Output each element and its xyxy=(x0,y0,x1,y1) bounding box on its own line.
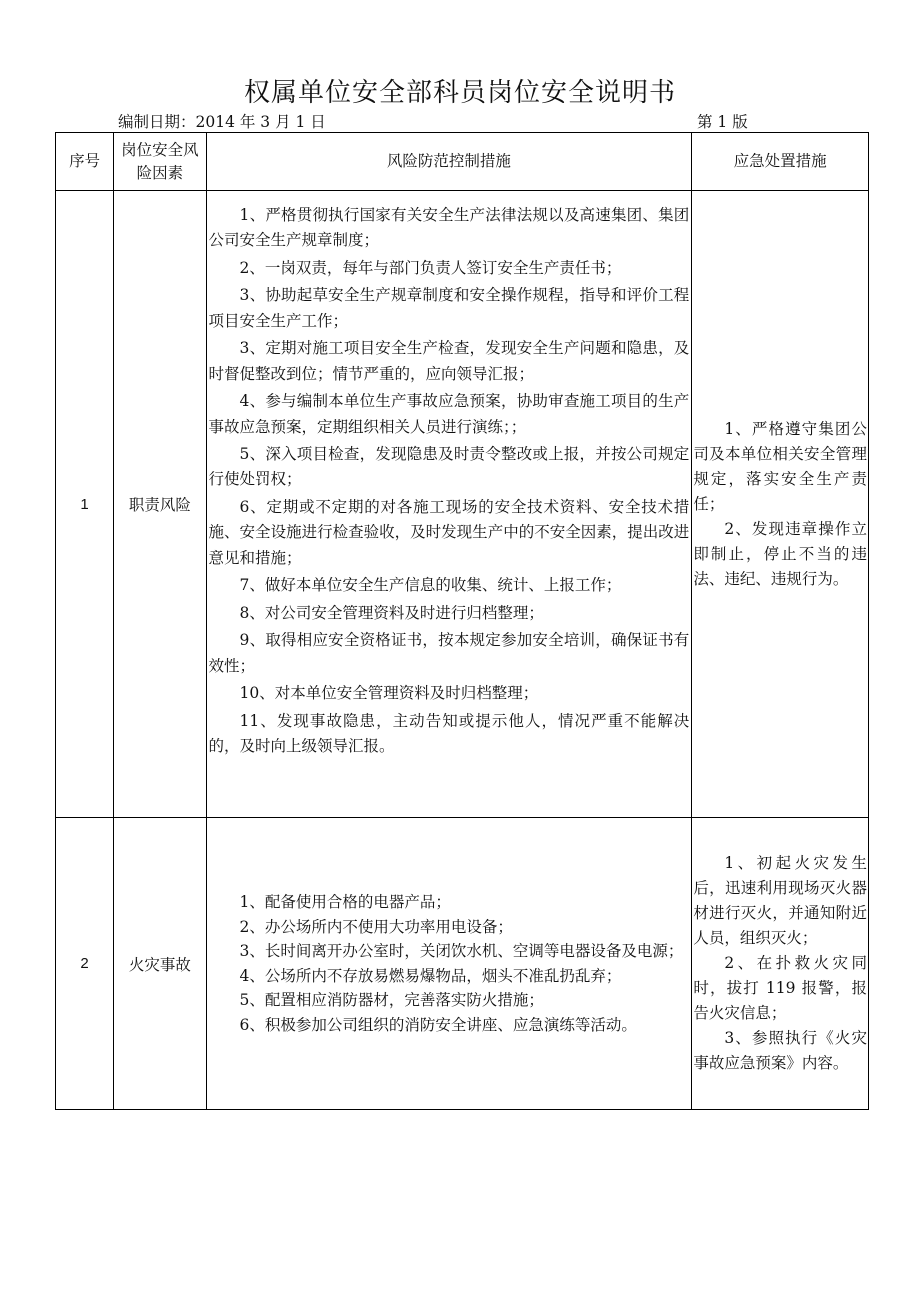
control-measures xyxy=(206,191,692,818)
control-measures xyxy=(206,818,692,1110)
measure-item: 4、参与编制本单位生产事故应急预案，协助审查施工项目的生产事故应急预案，定期组织相关人员进行演练；； xyxy=(208,392,690,436)
measure-item: 7、做好本单位安全生产信息的收集、统计、上报工作； xyxy=(239,576,622,595)
measure-item: 3、长时间离开办公室时，关闭饮水机、空调等电器设备及电源； xyxy=(239,942,684,960)
row-number: 1 xyxy=(56,191,114,818)
safety-description-table xyxy=(55,132,869,1110)
measure-item: 5、配置相应消防器材，完善落实防火措施； xyxy=(239,991,544,1009)
measure-item: 2、一岗双责，每年与部门负责人签订安全生产责任书； xyxy=(239,258,622,277)
header-control-measures: 风险防范控制措施 xyxy=(206,133,692,191)
document-title: 权属单位安全部科员岗位安全说明书 xyxy=(243,78,676,108)
emergency-item: 1、初起火灾发生后，迅速利用现场灭火器材进行灭火，并通知附近人员，组织灭火； xyxy=(693,854,867,947)
compile-date: 编制日期：2014 年 3 月 1 日 xyxy=(118,113,326,131)
table-row xyxy=(56,191,869,818)
row-number: 2 xyxy=(56,818,114,1110)
measure-item: 11、发现事故隐患，主动告知或提示他人，情况严重不能解决的，及时向上级领导汇报。 xyxy=(208,711,690,756)
measure-item: 8、对公司安全管理资料及时进行归档整理； xyxy=(239,603,544,622)
measure-item: 2、办公场所内不使用大功率用电设备； xyxy=(239,917,513,936)
emergency-item: 2、在扑救火灾同时，拔打 119 报警，报告火灾信息； xyxy=(693,954,867,1022)
emergency-item: 1、严格遵守集团公司及本单位相关安全管理规定，落实安全生产责任； xyxy=(693,419,867,513)
table-header-row xyxy=(56,133,869,191)
measure-item: 1、严格贯彻执行国家有关安全生产法律法规以及高速集团、集团公司安全生产规章制度； xyxy=(208,206,690,250)
measure-item: 5、深入项目检查，发现隐患及时责令整改或上报，并按公司规定行使处罚权； xyxy=(208,445,690,489)
measure-item: 3、协助起草安全生产规章制度和安全操作规程，指导和评价工程项目安全生产工作； xyxy=(208,286,690,330)
measure-item: 10、对本单位安全管理资料及时归档整理； xyxy=(239,684,539,703)
emergency-item: 2、发现违章操作立即制止，停止不当的违法、违纪、违规行为。 xyxy=(693,519,867,588)
measure-item: 4、公场所内不存放易燃易爆物品，烟头不准乱扔乱弃； xyxy=(239,966,622,985)
risk-factor: 职责风险 xyxy=(114,191,206,818)
header-emergency-measures: 应急处置措施 xyxy=(692,133,869,191)
emergency-measures xyxy=(692,818,869,1110)
edition-label: 第 1 版 xyxy=(697,113,748,131)
header-no: 序号 xyxy=(56,133,114,191)
measure-item: 6、积极参加公司组织的消防安全讲座、应急演练等活动。 xyxy=(239,1015,637,1034)
measure-item: 1、配备使用合格的电器产品； xyxy=(239,893,451,911)
table-row xyxy=(56,818,869,1110)
header-risk-factor: 岗位安全风险因素 xyxy=(114,133,206,191)
risk-factor: 火灾事故 xyxy=(114,818,206,1110)
measure-item: 9、取得相应安全资格证书，按本规定参加安全培训，确保证书有效性； xyxy=(208,631,690,675)
emergency-measures xyxy=(692,191,869,818)
measure-item: 6、定期或不定期的对各施工现场的安全技术资料、安全技术措施、安全设施进行检查验收，及时发现生产中的不安全因素，提出改进意见和措施； xyxy=(208,498,690,567)
measure-item: 3、定期对施工项目安全生产检查，发现安全生产问题和隐患，及时督促整改到位；情节严重的，应向领导汇报； xyxy=(208,339,690,383)
emergency-item: 3、参照执行《火灾事故应急预案》内容。 xyxy=(693,1029,867,1072)
